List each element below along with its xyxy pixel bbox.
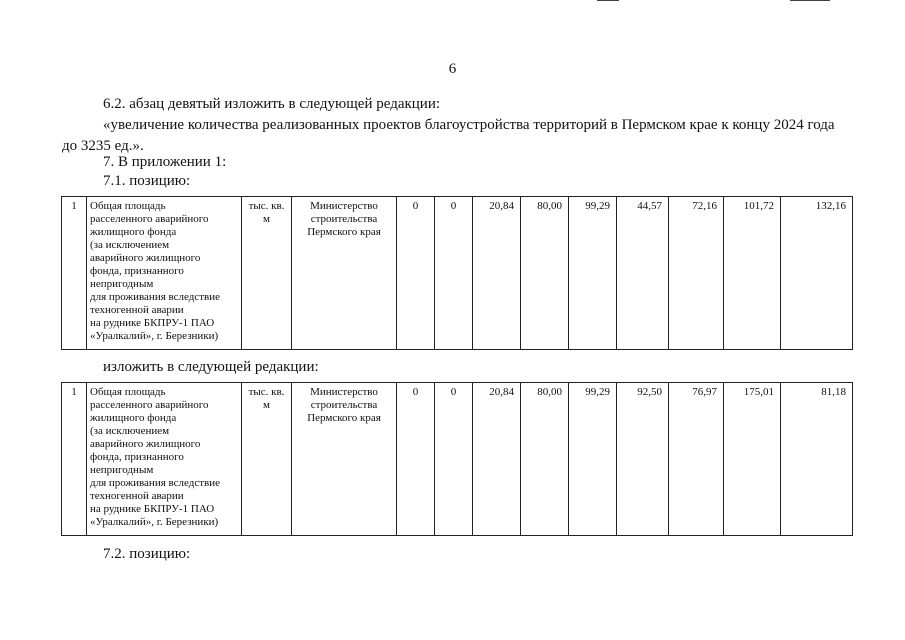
name-line: аварийного жилищного [90, 438, 201, 450]
value-cell: 0 [435, 197, 473, 350]
name-line: жилищного фонда [90, 226, 177, 238]
name-line: расселенного аварийного [90, 213, 209, 225]
value-cell: 44,57 [617, 197, 669, 350]
value-cell: 175,01 [724, 383, 781, 536]
name-line: «Уралкалий», г. Березники) [90, 330, 219, 342]
paragraph-7-2: 7.2. позицию: [103, 546, 191, 562]
org-line: Министерство [310, 200, 378, 212]
header-rule-left [597, 0, 619, 1]
name-line: для проживания вследствие [90, 291, 220, 303]
position-table-new [61, 382, 853, 536]
paragraph-new-edition: изложить в следующей редакции: [103, 359, 319, 375]
value-cell: 101,72 [724, 197, 781, 350]
paragraph-6-2: 6.2. абзац девятый изложить в следующей редакции: [103, 96, 441, 112]
name-line: техногенной аварии [90, 490, 184, 502]
name-line: расселенного аварийного [90, 399, 209, 411]
value-cell: 0 [435, 383, 473, 536]
position-table-old [61, 196, 853, 350]
name-line: техногенной аварии [90, 304, 184, 316]
name-line: на руднике БКПРУ-1 ПАО [90, 503, 215, 515]
quote-line-1: «увеличение количества реализованных проектов благоустройства территорий в Пермском крае к концу 2024 года [103, 117, 835, 133]
value-cell: 72,16 [669, 197, 724, 350]
paragraph-7-1: 7.1. позицию: [103, 173, 191, 189]
name-line: аварийного жилищного [90, 252, 201, 264]
paragraph-7: 7. В приложении 1: [103, 154, 227, 170]
value-cell: 0 [397, 383, 435, 536]
unit-line: тыс. кв. [248, 200, 285, 212]
unit-line: м [263, 213, 270, 225]
name-line: непригодным [90, 464, 154, 476]
value-cell: 20,84 [473, 197, 521, 350]
value-cell: 132,16 [781, 197, 853, 350]
responsible-org [292, 383, 397, 536]
org-line: Пермского края [307, 412, 381, 424]
name-line: на руднике БКПРУ-1 ПАО [90, 317, 215, 329]
name-line: жилищного фонда [90, 412, 177, 424]
page-number: 6 [448, 61, 457, 77]
unit-cell [242, 383, 292, 536]
unit-line: тыс. кв. [248, 386, 285, 398]
value-cell: 99,29 [569, 197, 617, 350]
org-line: строительства [310, 399, 378, 411]
indicator-name [87, 383, 242, 536]
value-cell: 92,50 [617, 383, 669, 536]
name-line: (за исключением [90, 425, 170, 437]
name-line: фонда, признанного [90, 265, 184, 277]
unit-line: м [263, 399, 270, 411]
value-cell: 80,00 [521, 383, 569, 536]
name-line: непригодным [90, 278, 154, 290]
indicator-name [87, 197, 242, 350]
row-number: 1 [62, 383, 87, 536]
value-cell: 76,97 [669, 383, 724, 536]
row-number: 1 [62, 197, 87, 350]
value-cell: 0 [397, 197, 435, 350]
name-line: (за исключением [90, 239, 170, 251]
name-line: для проживания вследствие [90, 477, 220, 489]
value-cell: 99,29 [569, 383, 617, 536]
unit-cell [242, 197, 292, 350]
value-cell: 81,18 [781, 383, 853, 536]
value-cell: 20,84 [473, 383, 521, 536]
responsible-org [292, 197, 397, 350]
org-line: Пермского края [307, 226, 381, 238]
name-line: Общая площадь [90, 200, 166, 212]
name-line: фонда, признанного [90, 451, 184, 463]
org-line: строительства [310, 213, 378, 225]
quote-line-2: до 3235 ед.». [62, 138, 144, 154]
name-line: «Уралкалий», г. Березники) [90, 516, 219, 528]
org-line: Министерство [310, 386, 378, 398]
name-line: Общая площадь [90, 386, 166, 398]
header-rule-right [790, 0, 830, 1]
value-cell: 80,00 [521, 197, 569, 350]
